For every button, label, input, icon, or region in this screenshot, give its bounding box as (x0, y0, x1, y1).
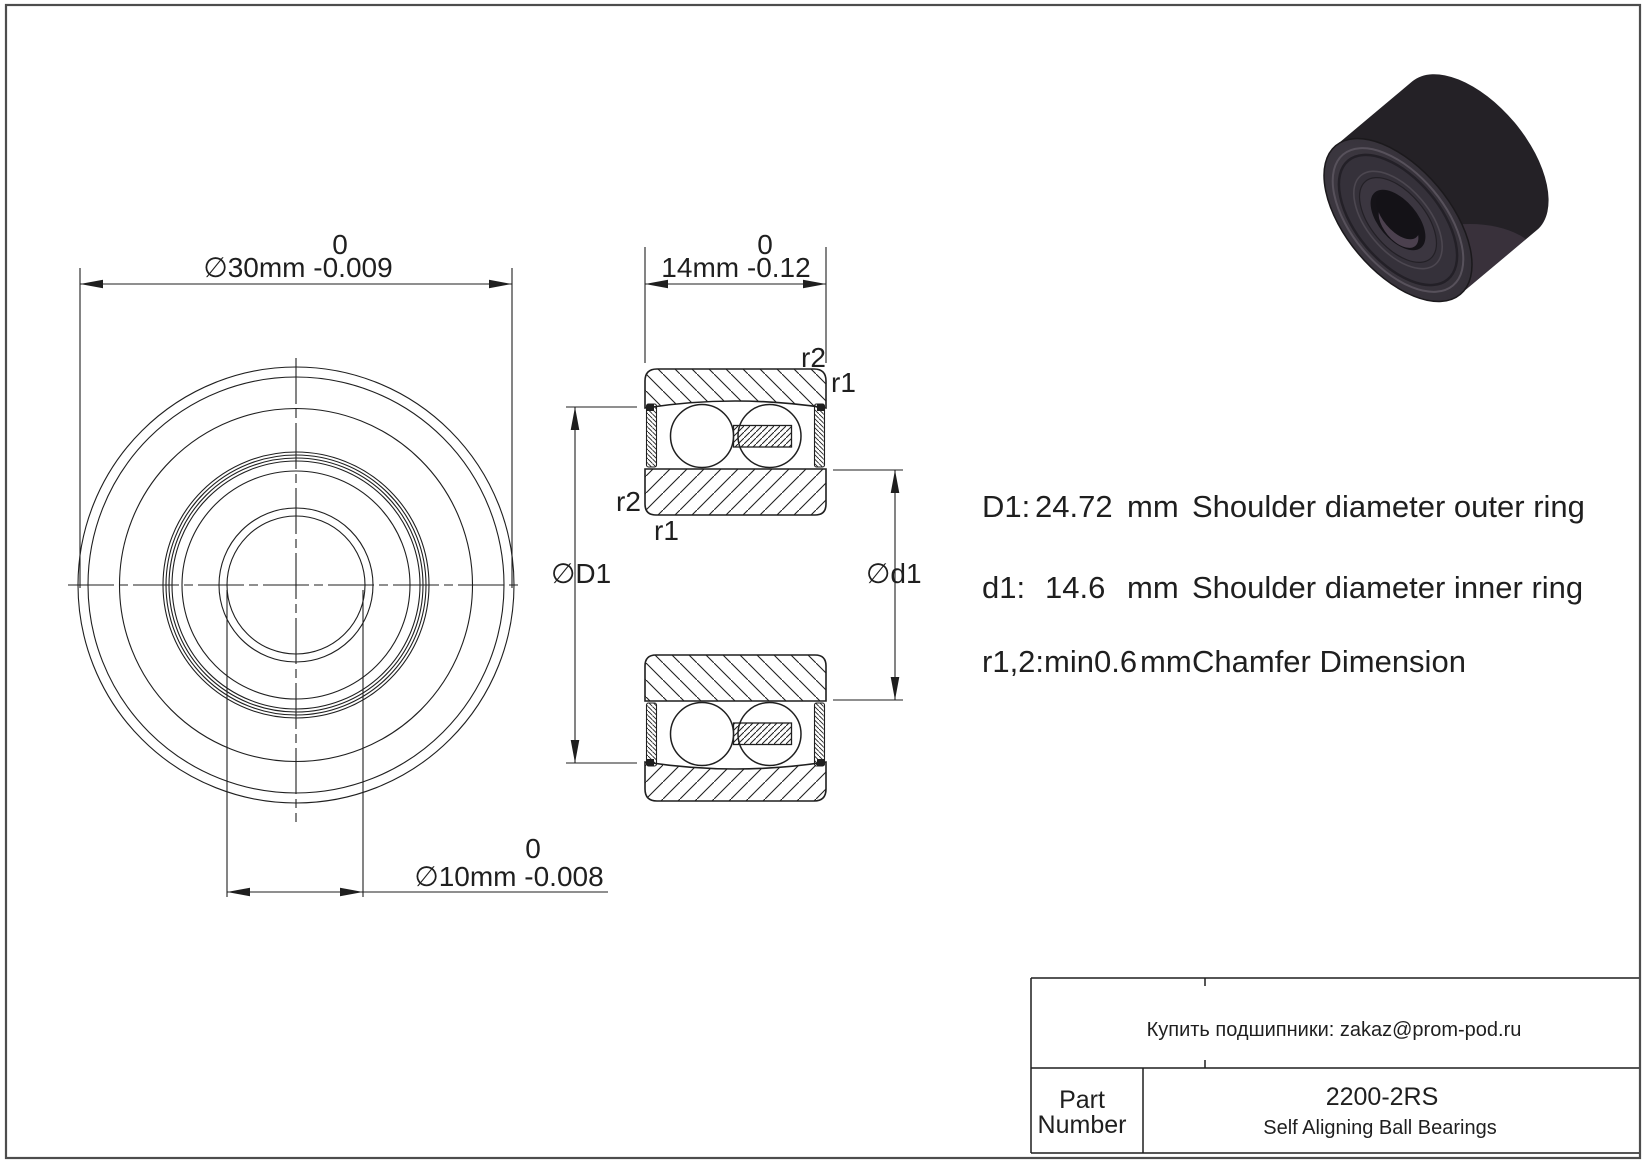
outer-dim-tolerance-upper: 0 (332, 229, 348, 260)
spec-line-r12 (982, 644, 1466, 679)
spec-unit: mm (1127, 570, 1179, 605)
label-d1: ∅d1 (866, 558, 922, 589)
ball-lower-front (671, 703, 734, 766)
part-label-line2: Number (1037, 1111, 1127, 1139)
inner-ring-top-section (645, 469, 826, 515)
section-view (551, 229, 922, 801)
bore-dim-text: ∅10mm -0.008 (414, 861, 604, 892)
spec-lines (982, 489, 1585, 679)
inner-ring-bottom-section (645, 655, 826, 701)
spec-description: Shoulder diameter outer ring (1192, 489, 1585, 524)
spec-value: 14.6 (1045, 570, 1106, 605)
contact-text: Купить подшипники: zakaz@prom-pod.ru (1146, 1019, 1522, 1041)
part-number: 2200-2RS (1325, 1083, 1439, 1111)
part-label-line1: Part (1059, 1086, 1105, 1114)
spec-line-d1 (982, 570, 1583, 605)
part-type: Self Aligning Ball Bearings (1263, 1117, 1497, 1139)
seal-upper-right (815, 404, 825, 467)
spec-value: 24.72 (1035, 489, 1113, 524)
bearing-3d-render (1296, 48, 1577, 328)
seal-lower-left (647, 703, 657, 766)
front-view (68, 229, 608, 897)
ball-upper-front (671, 405, 734, 468)
spec-unit: mm (1127, 489, 1179, 524)
ball-row-lower (671, 703, 802, 766)
spec-label-value: r1,2:min0.6 (982, 644, 1138, 679)
bore-diameter-dimension (227, 590, 608, 897)
outer-dim-text: ∅30mm -0.009 (203, 252, 393, 283)
seal-lower-right (815, 703, 825, 766)
spec-label: d1: (982, 570, 1026, 605)
width-dim-tolerance-upper: 0 (757, 229, 773, 260)
title-block (1031, 978, 1639, 1153)
seals (647, 404, 825, 766)
cage-upper (734, 426, 792, 448)
label-r2-mid: r2 (616, 486, 641, 517)
spec-line-D1 (982, 489, 1585, 524)
label-D1: ∅D1 (551, 558, 612, 589)
width-dim-text: 14mm -0.12 (661, 252, 811, 283)
spec-label: D1: (982, 489, 1031, 524)
label-r1-mid: r1 (654, 515, 679, 546)
spec-unit: mm (1140, 644, 1192, 679)
outer-ring-bottom-section (645, 762, 826, 801)
seal-upper-left (647, 404, 657, 467)
label-r1-top: r1 (831, 367, 856, 398)
bore-dim-tolerance-upper: 0 (525, 833, 541, 864)
outer-ring-top-section (645, 369, 826, 408)
width-dimension (645, 229, 826, 363)
cage-lower (734, 723, 792, 745)
spec-description: Shoulder diameter inner ring (1192, 570, 1584, 605)
part-number-cell (1038, 1083, 1497, 1139)
spec-description: Chamfer Dimension (1192, 644, 1466, 679)
d1-inner-shoulder-dimension (833, 470, 922, 700)
label-r2-top: r2 (801, 342, 826, 373)
ball-row-upper (671, 405, 802, 468)
d1-outer-shoulder-dimension (551, 407, 637, 763)
